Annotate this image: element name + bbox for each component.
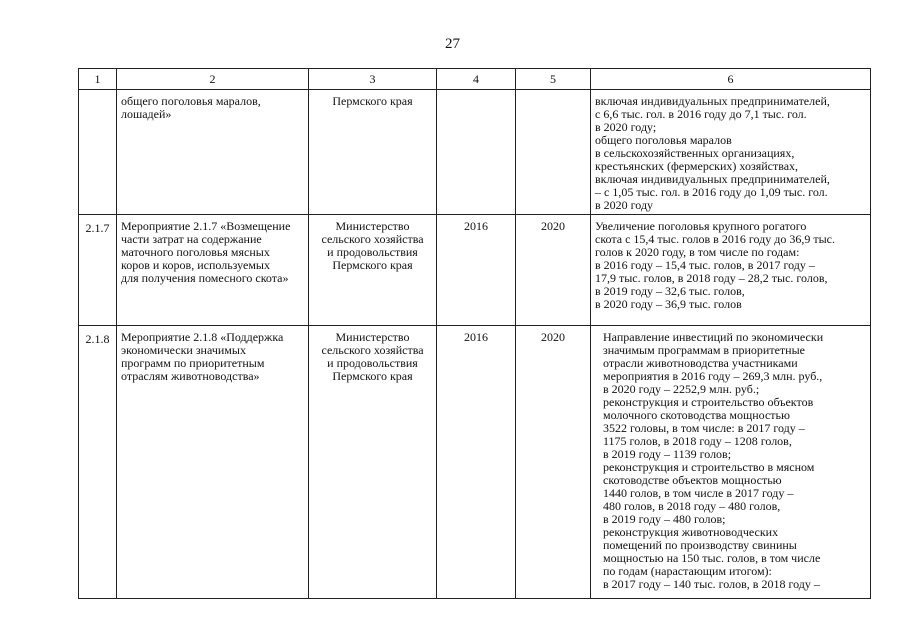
- activity-name: [117, 215, 309, 326]
- text-line: включая индивидуальных предпринимателей,: [595, 94, 830, 108]
- text-line: Пермского края: [332, 369, 413, 383]
- text-line: мероприятия в 2016 году – 269,3 млн. руб.,: [603, 369, 823, 383]
- text-line: сельского хозяйства: [321, 343, 424, 357]
- text-line: помещений по производству свинины: [603, 538, 797, 552]
- text-line: отрасли животноводства участниками: [603, 356, 798, 370]
- text-line: в 2019 году – 32,6 тыс. голов,: [595, 284, 745, 298]
- start-year: 2016: [437, 326, 516, 599]
- text-line: лошадей»: [121, 107, 172, 121]
- text-line: 1175 голов, в 2018 году – 1208 голов,: [603, 434, 792, 448]
- text-line: в 2020 году;: [595, 120, 657, 134]
- column-header: 6: [591, 69, 871, 90]
- text-line: 3522 головы, в том числе: в 2017 году –: [603, 421, 805, 435]
- row-number: [79, 90, 117, 215]
- expected-result: [591, 326, 871, 599]
- expected-result: [591, 90, 871, 215]
- text-line: и продовольствия: [327, 245, 418, 259]
- column-header: 5: [516, 69, 591, 90]
- text-line: Увеличение поголовья крупного рогатого: [595, 219, 807, 233]
- text-line: Мероприятие 2.1.8 «Поддержка: [121, 330, 284, 344]
- text-line: общего поголовья маралов,: [121, 94, 261, 108]
- text-line: в 2020 году – 36,9 тыс. голов: [595, 297, 742, 311]
- text-line: скота с 15,4 тыс. голов в 2016 году до 36,9 тыс.: [595, 232, 835, 246]
- text-line: – с 1,05 тыс. гол. в 2016 году до 1,09 тыс. гол.: [595, 185, 828, 199]
- text-line: Мероприятие 2.1.7 «Возмещение: [121, 219, 291, 233]
- text-line: молочного скотоводства мощностью: [603, 408, 790, 422]
- text-line: в 2019 году – 480 голов;: [603, 512, 726, 526]
- text-line: отраслям животноводства»: [121, 369, 260, 383]
- column-header: 3: [309, 69, 437, 90]
- text-line: в сельскохозяйственных организациях,: [595, 146, 795, 160]
- text-line: Пермского края: [332, 258, 413, 272]
- text-line: включая индивидуальных предпринимателей,: [595, 172, 830, 186]
- responsible-org: [309, 215, 437, 326]
- text-line: по годам (нарастающим итогом):: [603, 564, 772, 578]
- text-line: в 2016 году – 15,4 тыс. голов, в 2017 году –: [595, 258, 815, 272]
- text-line: в 2019 году – 1139 голов;: [603, 447, 732, 461]
- row-number: 2.1.8: [79, 326, 117, 599]
- text-line: коров и коров, используемых: [121, 258, 270, 272]
- text-line: для получения помесного скота»: [121, 271, 289, 285]
- table-header-row: [79, 69, 871, 90]
- text-line: в 2017 году – 140 тыс. голов, в 2018 году –: [603, 577, 820, 591]
- text-line: 480 голов, в 2018 году – 480 голов,: [603, 499, 781, 513]
- responsible-org: [309, 326, 437, 599]
- text-line: Пермского края: [332, 94, 413, 108]
- activity-name: [117, 326, 309, 599]
- text-line: Министерство: [335, 219, 410, 233]
- text-line: в 2020 году – 2252,9 млн. руб.;: [603, 382, 760, 396]
- text-line: программ по приоритетным: [121, 356, 265, 370]
- text-line: значимым программам в приоритетные: [603, 343, 805, 357]
- text-line: реконструкция и строительство объектов: [603, 395, 814, 409]
- end-year: 2020: [516, 326, 591, 599]
- table-row: [79, 326, 871, 599]
- start-year: [437, 90, 516, 215]
- text-line: сельского хозяйства: [321, 232, 424, 246]
- text-line: 1440 голов, в том числе в 2017 году –: [603, 486, 794, 500]
- text-line: 17,9 тыс. голов, в 2018 году – 28,2 тыс. голов,: [595, 271, 828, 285]
- start-year: 2016: [437, 215, 516, 326]
- column-header: 2: [117, 69, 309, 90]
- text-line: мощностью на 150 тыс. голов, в том числе: [603, 551, 821, 565]
- text-line: части затрат на содержание: [121, 232, 262, 246]
- text-line: экономически значимых: [121, 343, 246, 357]
- text-line: и продовольствия: [327, 356, 418, 370]
- text-line: реконструкция и строительство в мясном: [603, 460, 815, 474]
- expected-result: [591, 215, 871, 326]
- end-year: [516, 90, 591, 215]
- row-number: 2.1.7: [79, 215, 117, 326]
- text-line: маточного поголовья мясных: [121, 245, 270, 259]
- end-year: 2020: [516, 215, 591, 326]
- column-header: 4: [437, 69, 516, 90]
- text-line: Министерство: [335, 330, 410, 344]
- text-line: в 2020 году: [595, 198, 654, 212]
- column-header: 1: [79, 69, 117, 90]
- text-line: реконструкция животноводческих: [603, 525, 779, 539]
- text-line: голов к 2020 году, в том числе по годам:: [595, 245, 800, 259]
- table-row: [79, 215, 871, 326]
- text-line: скотоводстве объектов мощностью: [603, 473, 782, 487]
- text-line: крестьянских (фермерских) хозяйствах,: [595, 159, 799, 173]
- program-table: [78, 68, 871, 599]
- text-line: с 6,6 тыс. гол. в 2016 году до 7,1 тыс. гол.: [595, 107, 807, 121]
- responsible-org: [309, 90, 437, 215]
- text-line: общего поголовья маралов: [595, 133, 732, 147]
- table-row: [79, 90, 871, 215]
- text-line: Направление инвестиций по экономически: [603, 330, 824, 344]
- page-number: 27: [445, 36, 460, 52]
- activity-name: [117, 90, 309, 215]
